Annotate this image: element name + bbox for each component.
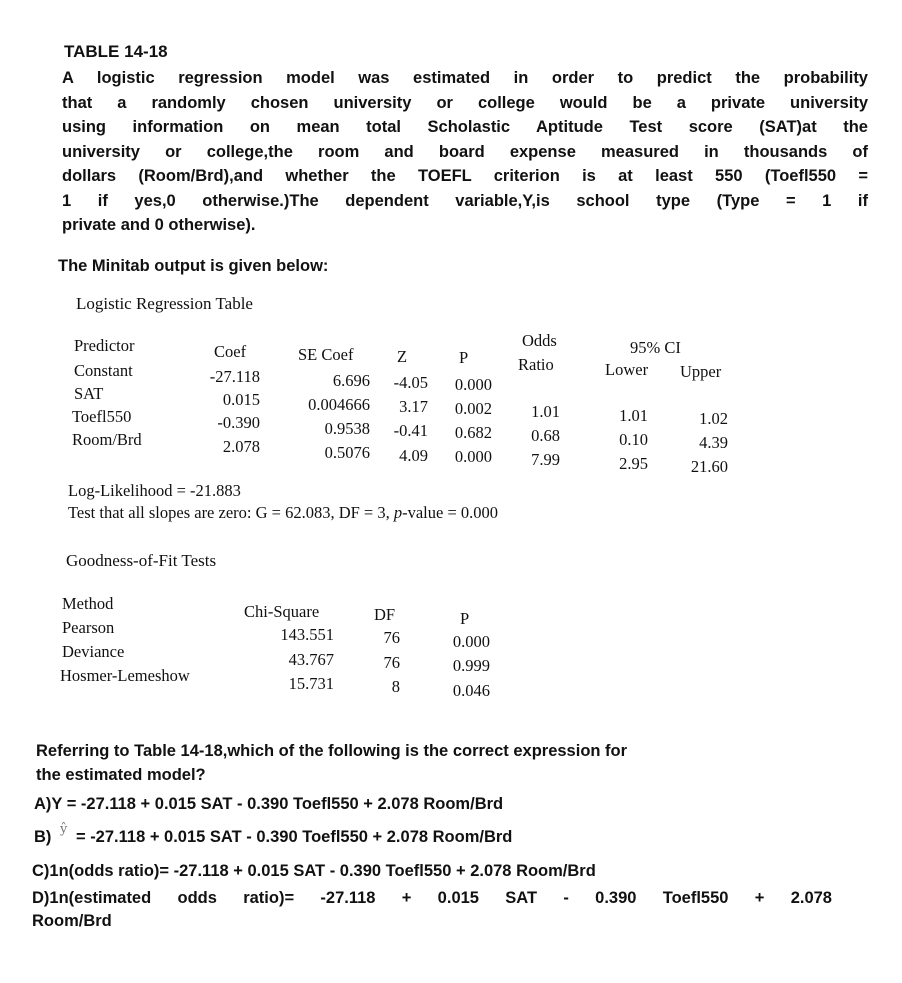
- slopes-test-p: p: [393, 503, 403, 522]
- coef-value: 2.078: [222, 437, 260, 456]
- coef-value: -0.390: [217, 413, 260, 432]
- gof-p: 0.046: [452, 681, 490, 700]
- header-p: P: [459, 348, 469, 367]
- option-d-line2: Room/Brd: [32, 912, 112, 930]
- z-value: -4.05: [393, 373, 428, 392]
- ci-upper-value: 21.60: [690, 457, 728, 476]
- option-a[interactable]: A)Y = -27.118 + 0.015 SAT - 0.390 Toefl550 + 2.078 Room/Brd: [34, 795, 504, 813]
- gof-method: Pearson: [62, 618, 115, 637]
- se-coef-value: 6.696: [332, 371, 370, 390]
- header-lower: Lower: [605, 360, 649, 379]
- intro-line: dollars (Room/Brd),and whether the TOEFL criterion is at least 550 (Toefl550 =: [62, 167, 868, 185]
- predictor-label: Room/Brd: [72, 430, 142, 449]
- gof-header-df: DF: [374, 605, 396, 624]
- se-coef-value: 0.004666: [308, 395, 370, 414]
- slopes-test: [68, 503, 498, 523]
- ci-upper-value: 4.39: [699, 433, 728, 452]
- option-b-label: B): [34, 828, 52, 846]
- gof-p: 0.999: [452, 656, 490, 675]
- gof-df: 76: [383, 653, 400, 672]
- predictor-label: SAT: [74, 384, 104, 403]
- gof-df: 76: [383, 628, 400, 647]
- p-value: 0.682: [454, 423, 492, 442]
- header-se-coef: SE Coef: [298, 345, 354, 364]
- z-value: 3.17: [399, 397, 428, 416]
- option-c[interactable]: C)1n(odds ratio)= -27.118 + 0.015 SAT - 0.390 Toefl550 + 2.078 Room/Brd: [32, 862, 596, 880]
- slopes-test-suffix: -value = 0.000: [402, 503, 499, 522]
- gof-chi: 15.731: [288, 674, 334, 693]
- minitab-note: The Minitab output is given below:: [58, 257, 329, 275]
- gof-chi: 143.551: [280, 625, 334, 644]
- gof-chi: 43.767: [288, 650, 334, 669]
- header-predictor: Predictor: [74, 336, 135, 355]
- ci-lower-value: 1.01: [619, 406, 648, 425]
- p-value: 0.000: [454, 447, 492, 466]
- intro-line: 1 if yes,0 otherwise.)The dependent variable,Y,is school type (Type = 1 if: [62, 191, 868, 210]
- question-stem-line1: Referring to Table 14-18,which of the following is the correct expression for: [36, 742, 628, 760]
- gof-header-p: P: [460, 609, 470, 628]
- ci-upper-value: 1.02: [699, 409, 728, 428]
- p-value: 0.000: [454, 375, 492, 394]
- logistic-table-heading: Logistic Regression Table: [76, 294, 253, 313]
- z-value: 4.09: [399, 446, 428, 465]
- se-coef-value: 0.5076: [324, 443, 370, 462]
- header-odds: Odds: [522, 331, 557, 350]
- gof-method: Hosmer-Lemeshow: [60, 666, 190, 685]
- ci-lower-value: 0.10: [619, 430, 648, 449]
- z-value: -0.41: [393, 421, 428, 440]
- header-coef: Coef: [214, 342, 247, 361]
- header-z: Z: [397, 347, 408, 366]
- gof-header-chi: Chi-Square: [244, 602, 320, 621]
- gof-heading: Goodness-of-Fit Tests: [66, 551, 217, 570]
- ci-lower-value: 2.95: [619, 454, 648, 473]
- header-upper: Upper: [680, 362, 722, 381]
- intro-line: private and 0 otherwise).: [62, 216, 256, 234]
- gof-method: Deviance: [62, 642, 125, 661]
- slopes-test-prefix: Test that all slopes are zero: G = 62.083, DF = 3,: [68, 503, 394, 522]
- option-d-line1[interactable]: D)1n(estimated odds ratio)= -27.118 + 0.015 SAT - 0.390 Toefl550 + 2.078: [32, 889, 832, 907]
- option-b[interactable]: [34, 822, 513, 850]
- odds-ratio-value: 1.01: [531, 402, 560, 421]
- option-b-text: = -27.118 + 0.015 SAT - 0.390 Toefl550 + 2.078 Room/Brd: [75, 828, 513, 846]
- intro-line: using information on mean total Scholastic Aptitude Test score (SAT)at the: [62, 118, 868, 136]
- intro-line: A logistic regression model was estimated in order to predict the probability: [62, 69, 868, 87]
- gof-header-method: Method: [62, 594, 114, 613]
- header-ci: 95% CI: [630, 338, 681, 357]
- coef-value: 0.015: [222, 390, 260, 409]
- header-ratio: Ratio: [518, 355, 554, 374]
- se-coef-value: 0.9538: [324, 419, 370, 438]
- p-value: 0.002: [454, 399, 492, 418]
- coef-value: -27.118: [209, 367, 260, 386]
- intro-paragraph: [62, 66, 868, 238]
- odds-ratio-value: 0.68: [531, 426, 560, 445]
- intro-line: university or college,the room and board expense measured in thousands of: [62, 142, 868, 161]
- table-title: TABLE 14-18: [64, 42, 168, 61]
- predictor-label: Constant: [74, 361, 133, 380]
- gof-df: 8: [391, 677, 400, 696]
- log-likelihood: Log-Likelihood = -21.883: [68, 481, 241, 500]
- intro-line: that a randomly chosen university or college would be a private university: [62, 93, 868, 112]
- y-hat-symbol: ŷ: [60, 822, 68, 837]
- question-stem-line2: the estimated model?: [36, 766, 206, 784]
- gof-p: 0.000: [452, 632, 490, 651]
- odds-ratio-value: 7.99: [531, 450, 560, 469]
- predictor-label: Toefl550: [72, 407, 132, 426]
